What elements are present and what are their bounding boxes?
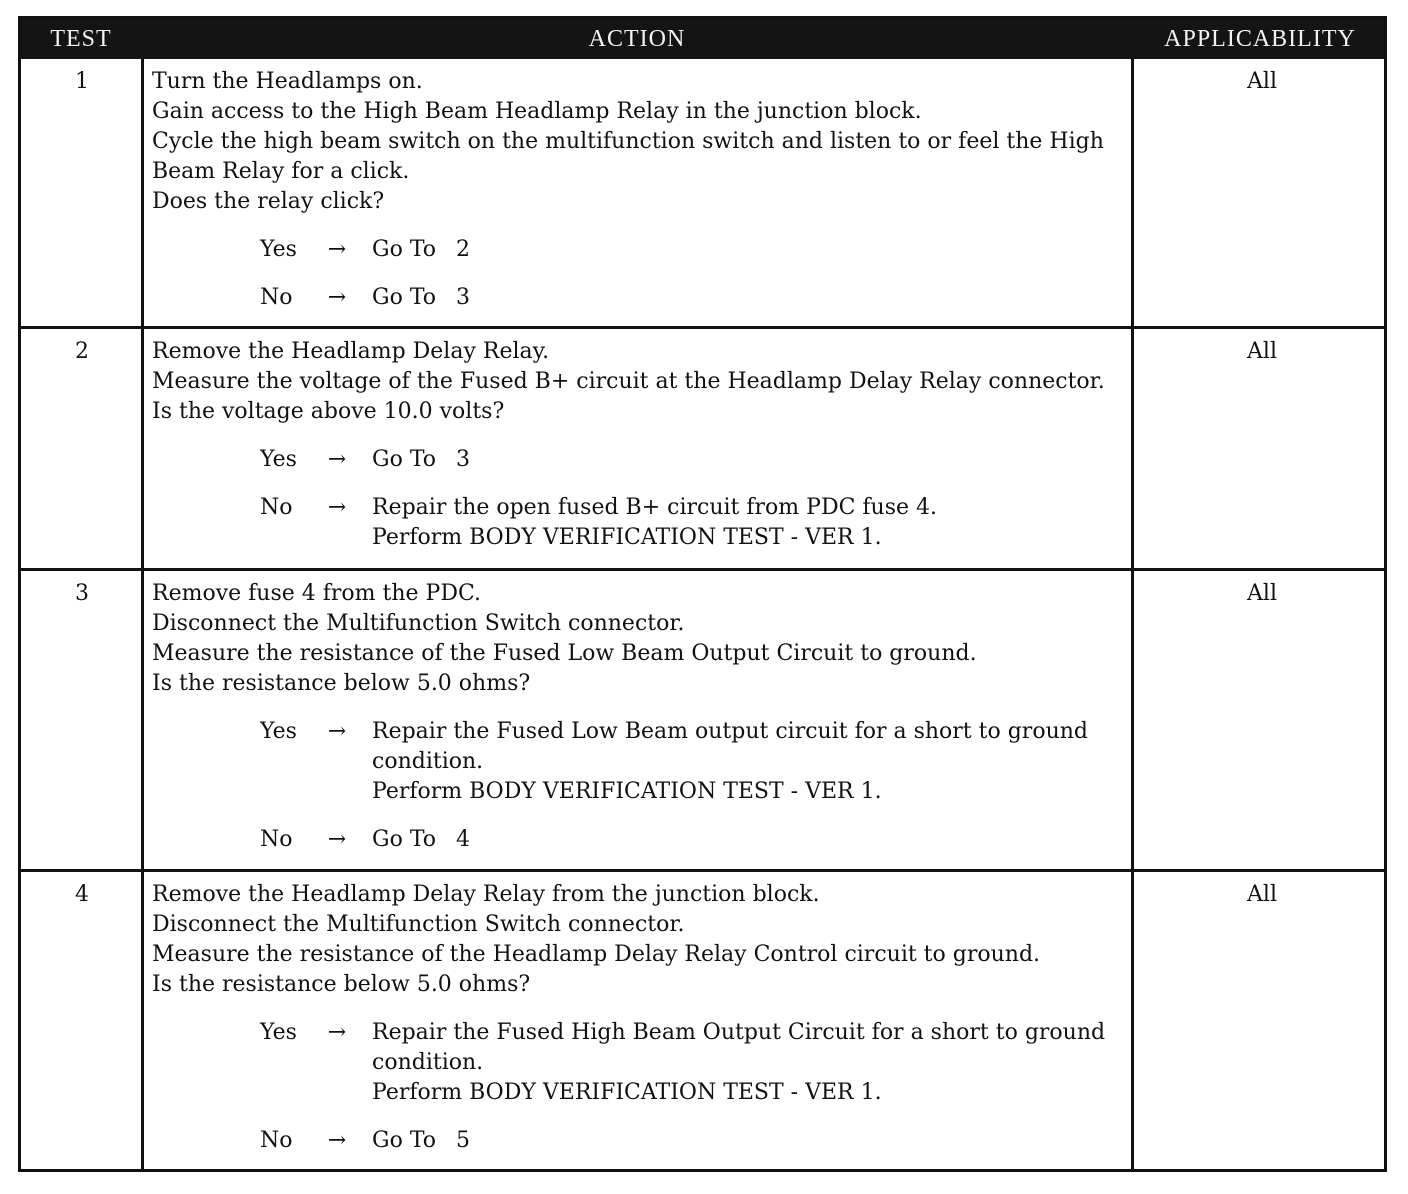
outcome-result [372, 1018, 1142, 1108]
arrow-icon: → [327, 719, 347, 744]
yes-outcome [260, 445, 1142, 475]
action-line: Is the resistance below 5.0 ohms? [152, 972, 531, 997]
outcome-result [372, 493, 1142, 553]
header-applicability: APPLICABILITY [1164, 26, 1356, 52]
diagnostic-table [18, 16, 1387, 1172]
action-line: Does the relay click? [152, 189, 385, 214]
action-line: Measure the voltage of the Fused B+ circuit at the Headlamp Delay Relay connector. [152, 369, 1105, 394]
header-test: TEST [50, 26, 112, 52]
table-header [21, 19, 1384, 59]
no-label: No [260, 1128, 293, 1153]
action-line: Remove the Headlamp Delay Relay. [152, 339, 550, 364]
arrow-icon: → [327, 1128, 347, 1153]
action-line: Measure the resistance of the Headlamp Delay Relay Control circuit to ground. [152, 942, 1041, 967]
action-line: Disconnect the Multifunction Switch connector. [152, 611, 685, 636]
applicability-cell: All [1247, 339, 1277, 364]
yes-outcome [260, 235, 1142, 265]
table-row [21, 329, 1384, 568]
yes-outcome [260, 1018, 1142, 1108]
arrow-icon: → [327, 1020, 347, 1045]
goto-text: Go To [372, 237, 437, 262]
table-row [21, 59, 1384, 326]
yes-label: Yes [260, 1020, 297, 1045]
action-cell [152, 880, 1142, 1156]
outcome-result [372, 825, 1142, 855]
action-line: Is the voltage above 10.0 volts? [152, 399, 505, 424]
goto-text: Go To [372, 285, 437, 310]
yes-outcome [260, 717, 1142, 807]
arrow-icon: → [327, 827, 347, 852]
outcome-line: condition. [372, 1050, 484, 1075]
arrow-icon: → [327, 447, 347, 472]
outcome-line: condition. [372, 749, 484, 774]
action-line: Remove the Headlamp Delay Relay from the junction block. [152, 882, 820, 907]
applicability-cell: All [1247, 69, 1277, 94]
yes-label: Yes [260, 447, 297, 472]
arrow-icon: → [327, 237, 347, 262]
outcome-line: Repair the open fused B+ circuit from PDC fuse 4. [372, 495, 938, 520]
outcome-line: Perform BODY VERIFICATION TEST - VER 1. [372, 525, 882, 550]
header-action: ACTION [588, 26, 686, 52]
arrow-icon: → [327, 495, 347, 520]
no-outcome [260, 283, 1142, 313]
test-number: 1 [75, 69, 89, 94]
no-label: No [260, 495, 293, 520]
goto-number: 5 [456, 1128, 471, 1153]
table-row [21, 872, 1384, 1169]
outcome-result [372, 717, 1142, 807]
no-label: No [260, 285, 293, 310]
outcome-line: Perform BODY VERIFICATION TEST - VER 1. [372, 779, 882, 804]
test-number: 4 [75, 882, 89, 907]
applicability-cell: All [1247, 882, 1277, 907]
no-outcome [260, 825, 1142, 855]
action-line: Disconnect the Multifunction Switch connector. [152, 912, 685, 937]
action-line: Turn the Headlamps on. [152, 69, 423, 94]
goto-text: Go To [372, 1128, 437, 1153]
goto-number: 3 [456, 447, 471, 472]
goto-number: 2 [456, 237, 471, 262]
outcome-line: Perform BODY VERIFICATION TEST - VER 1. [372, 1080, 882, 1105]
goto-text: Go To [372, 827, 437, 852]
action-line: Gain access to the High Beam Headlamp Relay in the junction block. [152, 99, 922, 124]
yes-label: Yes [260, 237, 297, 262]
outcome-result [372, 1126, 1142, 1156]
table-row [21, 571, 1384, 869]
test-number: 2 [75, 339, 89, 364]
outcome-result [372, 445, 1142, 475]
no-outcome [260, 1126, 1142, 1156]
action-line: Remove fuse 4 from the PDC. [152, 581, 482, 606]
outcome-line: Repair the Fused Low Beam output circuit for a short to ground [372, 719, 1088, 744]
action-cell [152, 579, 1142, 855]
outcome-result [372, 235, 1142, 265]
goto-number: 4 [456, 827, 471, 852]
no-label: No [260, 827, 293, 852]
action-line: Beam Relay for a click. [152, 159, 410, 184]
arrow-icon: → [327, 285, 347, 310]
outcome-line: Repair the Fused High Beam Output Circuit for a short to ground [372, 1020, 1106, 1045]
outcome-result [372, 283, 1142, 313]
action-cell [152, 67, 1142, 313]
action-line: Measure the resistance of the Fused Low Beam Output Circuit to ground. [152, 641, 977, 666]
test-number: 3 [75, 581, 89, 606]
action-line: Is the resistance below 5.0 ohms? [152, 671, 531, 696]
goto-text: Go To [372, 447, 437, 472]
action-cell [152, 337, 1142, 553]
applicability-cell: All [1247, 581, 1277, 606]
yes-label: Yes [260, 719, 297, 744]
goto-number: 3 [456, 285, 471, 310]
action-line: Cycle the high beam switch on the multifunction switch and listen to or feel the High [152, 129, 1104, 154]
no-outcome [260, 493, 1142, 553]
